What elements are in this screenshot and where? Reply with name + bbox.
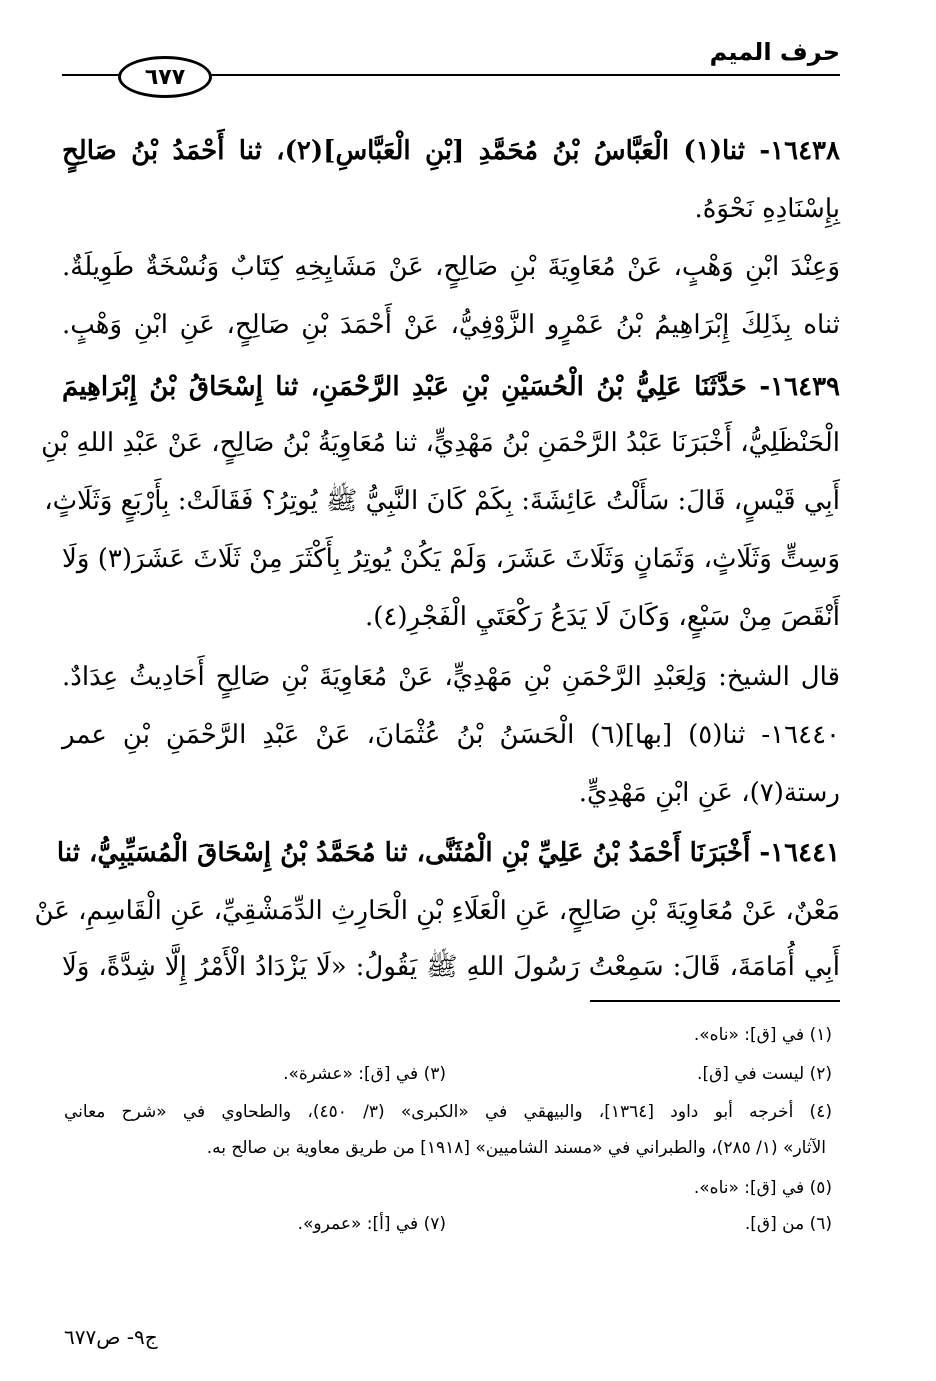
body-line-14: مَعْنٌ، عَنْ مُعَاوِيَةَ بْنِ صَالِحٍ، عَنِ الْعَلَاءِ بْنِ الْحَارِثِ الدِّمَشْقِيِّ، عَنِ الْقَاسِمِ، عَنْ (34, 896, 840, 926)
body-line-13: ١٦٤٤١- أَخْبَرَنَا أَحْمَدُ بْنُ عَلِيِّ بْنِ الْمُثَنَّى، ثنا مُحَمَّدُ بْنُ إِسْحَاقَ الْمُسَيِّبِيُّ، ثنا (56, 838, 840, 868)
footnote-4-line-2: الآثار» (١/ ٢٨٥)، والطبراني في «مسند الشاميين» [١٩١٨] من طريق معاوية بن صالح به. (206, 1138, 826, 1158)
body-line-1: ١٦٤٣٨- ثنا(١) الْعَبَّاسُ بْنُ مُحَمَّدِ [بْنِ الْعَبَّاسِ](٢)، ثنا أَحْمَدُ بْنُ صَالِحٍ (62, 136, 840, 166)
footnote-6: (٦) من [ق]. (744, 1214, 832, 1234)
body-line-12: رستة(٧)، عَنِ ابْنِ مَهْدِيٍّ. (578, 778, 840, 808)
body-line-7: أَبِي قَيْسٍ، قَالَ: سَأَلْتُ عَائِشَةَ: بِكَمْ كَانَ النَّبِيُّ ﷺ يُوتِرُ؟ فَقَالَتْ: بِأَرْبَعٍ وَثَلَاثٍ، (44, 486, 840, 516)
body-line-15: أَبِي أُمَامَةَ، قَالَ: سَمِعْتُ رَسُولَ اللهِ ﷺ يَقُولُ: «لَا يَزْدَادُ الْأَمْرُ إِلَّا شِدَّةً، وَلَا (62, 952, 840, 982)
body-line-4: ثناه بِذَلِكَ إِبْرَاهِيمُ بْنُ عَمْرٍو الزَّوْفِيُّ، عَنْ أَحْمَدَ بْنِ صَالِحٍ، عَنِ ابْنِ وَهْبٍ. (62, 310, 840, 340)
footnote-3: (٣) في [ق]: «عشرة». (283, 1064, 446, 1084)
chapter-title: حرف الميم (709, 38, 840, 66)
footnote-rule (590, 1000, 840, 1002)
footnote-4-line-1: (٤) أخرجه أبو داود [١٣٦٤]، والبيهقي في «الكبرى» (٣/ ٤٥٠)، والطحاوي في «شرح معاني (64, 1102, 832, 1122)
page-number-badge (118, 56, 212, 98)
body-line-5: ١٦٤٣٩- حَدَّثَنَا عَلِيُّ بْنُ الْحُسَيْنِ بْنِ عَبْدِ الرَّحْمَنِ، ثنا إِسْحَاقُ بْنُ إِبْرَاهِيمَ (62, 372, 840, 402)
page-reference-footer: ج٩- ص٦٧٧ (64, 1325, 158, 1349)
body-line-6: الْحَنْظَلِيُّ، أَخْبَرَنَا عَبْدُ الرَّحْمَنِ بْنُ مَهْدِيٍّ، ثنا مُعَاوِيَةُ بْنُ صَالِحٍ، عَنْ عَبْدِ اللهِ بْنِ (41, 428, 840, 458)
page-number: ٦٧٧ (144, 64, 186, 90)
footnote-2: (٢) ليست في [ق]. (697, 1064, 832, 1084)
body-line-3: وَعِنْدَ ابْنِ وَهْبٍ، عَنْ مُعَاوِيَةَ بْنِ صَالِحٍ، عَنْ مَشَايِخِهِ كِتَابٌ وَنُسْخَةٌ طَوِيلَةٌ. (62, 252, 840, 282)
footnote-5: (٥) في [ق]: «ناه». (693, 1178, 832, 1198)
body-line-2: بِإِسْنَادِهِ نَحْوَهُ. (694, 194, 840, 224)
body-line-8: وَسِتٍّ وَثَلَاثٍ، وَثَمَانٍ وَثَلَاثَ عَشَرَ، وَلَمْ يَكُنْ يُوتِرُ بِأَكْثَرَ مِنْ ثَلَاثَ عَشَرَ(٣) وَلَا (62, 544, 840, 574)
body-line-11: ١٦٤٤٠- ثنا(٥) [بها](٦) الْحَسَنُ بْنُ عُثْمَانَ، عَنْ عَبْدِ الرَّحْمَنِ بْنِ عمر (62, 720, 841, 750)
body-line-9: أَنْقَصَ مِنْ سَبْعٍ، وَكَانَ لَا يَدَعُ رَكْعَتَيِ الْفَجْرِ(٤). (364, 602, 840, 632)
body-line-10: قال الشيخ: وَلِعَبْدِ الرَّحْمَنِ بْنِ مَهْدِيٍّ، عَنْ مُعَاوِيَةَ بْنِ صَالِحٍ أَحَادِيثُ عِدَادٌ. (62, 662, 840, 692)
footnote-7: (٧) في [أ]: «عمرو». (297, 1214, 446, 1234)
footnote-1: (١) في [ق]: «ناه». (693, 1025, 832, 1045)
